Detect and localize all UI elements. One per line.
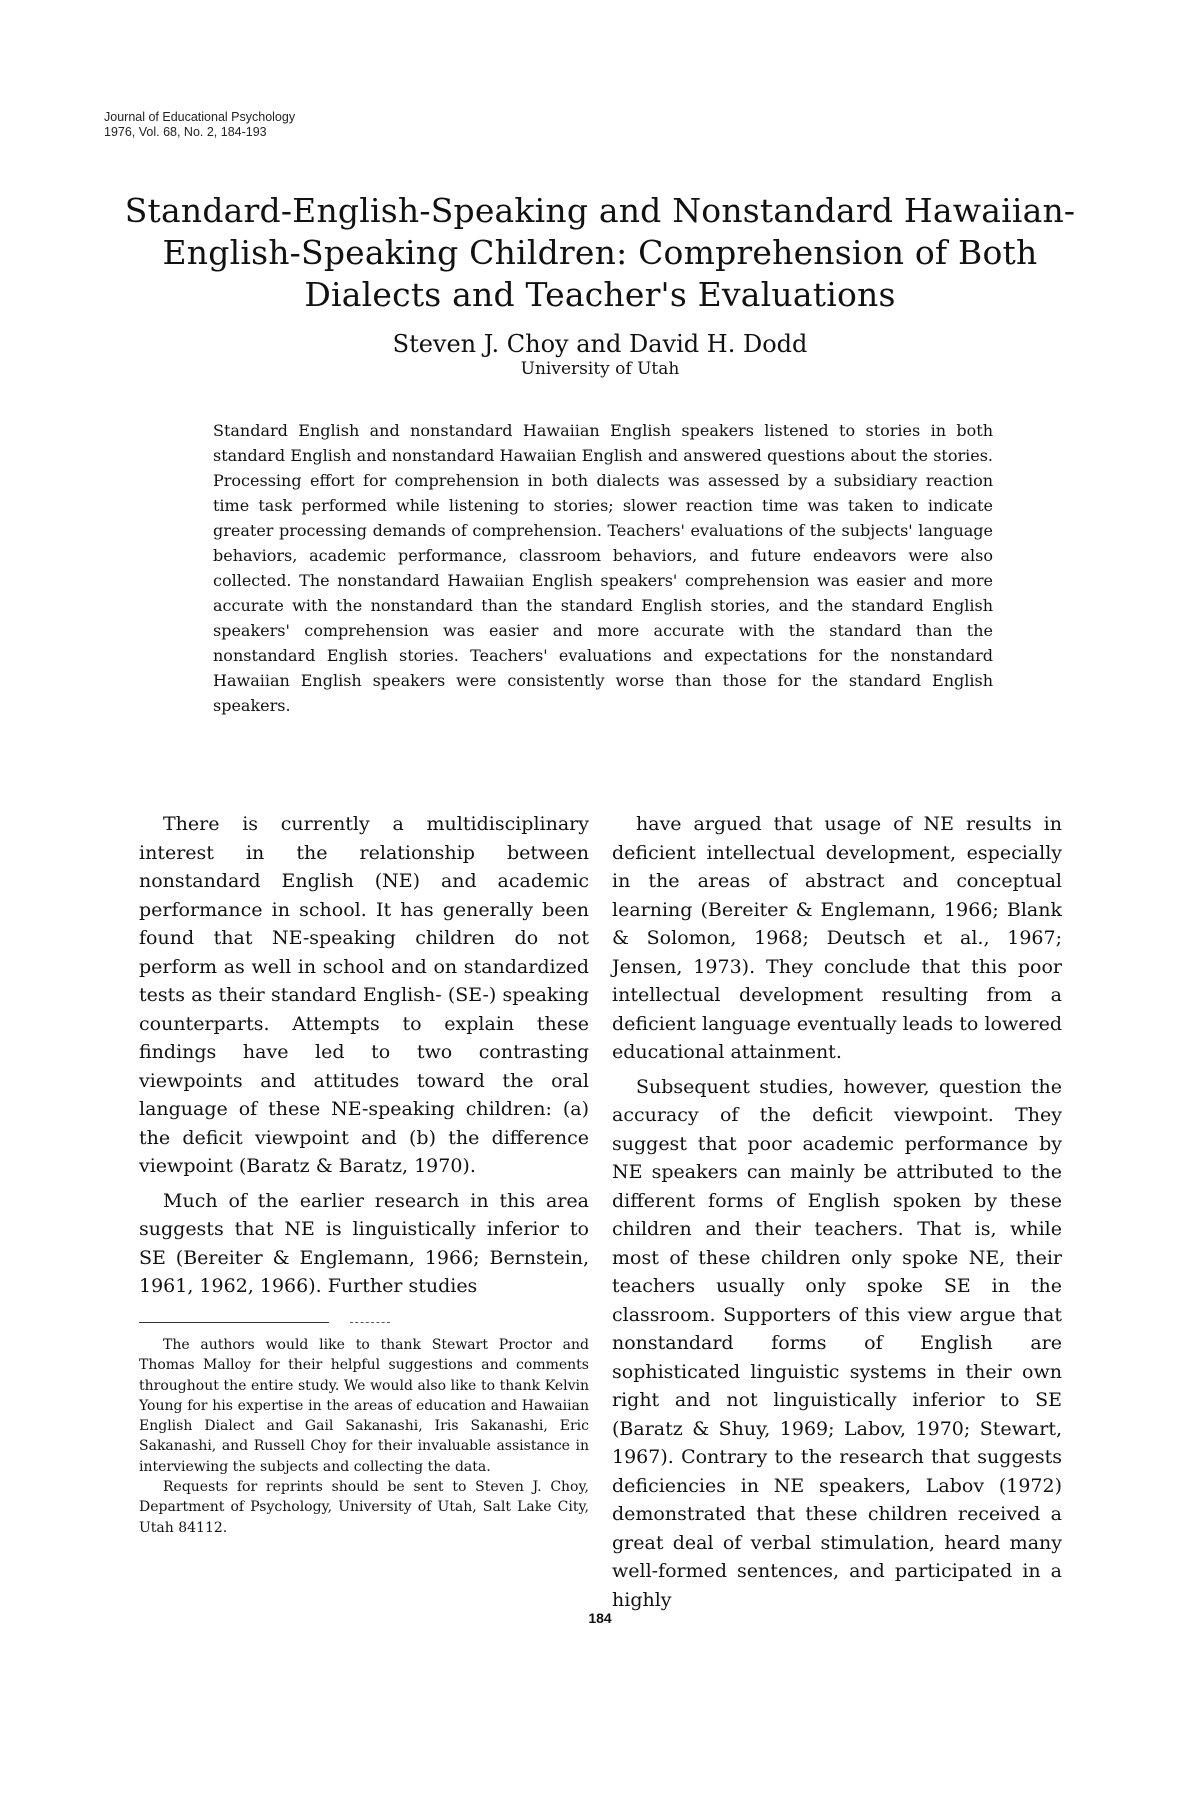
footnotes	[139, 1335, 589, 1538]
body-paragraph: Subsequent studies, however, question the accuracy of the deficit viewpoint. They suggest that poor academic performance by NE speakers can mainly be attributed to the different forms of English spoken by these children and their teachers. That is, while most of these children only spoke NE, their teachers usually only spoke SE in the classroom. Supporters of this view argue that nonstandard forms of English are sophisticated linguistic systems in their own right and not linguistically inferior to SE (Baratz & Shuy, 1969; Labov, 1970; Stewart, 1967). Contrary to the research that suggests deficiencies in NE speakers, Labov (1972) demonstrated that these children received a great deal of verbal stimulation, heard many well-formed sentences, and participated in a highly	[612, 1075, 1062, 1611]
body-column-left	[139, 810, 589, 1301]
article-title: Standard-English-Speaking and Nonstandard Hawaiian-English-Speaking Children: Comprehension of Both Dialects and Teacher's Evaluations	[124, 191, 1076, 314]
page-number: 184	[588, 1610, 612, 1626]
body-column-right	[612, 810, 1062, 1614]
footnote-reprints: Requests for reprints should be sent to Steven J. Choy, Department of Psychology, University of Utah, Salt Lake City, Utah 84112.	[139, 1479, 589, 1536]
abstract: Standard English and nonstandard Hawaiian English speakers listened to stories in both standard English and nonstandard Hawaiian English and answered questions about the stories. Processing effort for comprehension in both dialects was assessed by a subsidiary reaction time task performed while listening to stories; slower reaction time was taken to indicate greater processing demands of comprehension. Teachers' evaluations of the subjects' language behaviors, academic performance, classroom behaviors, and future endeavors were also collected. The nonstandard Hawaiian English speakers' comprehension was easier and more accurate with the nonstandard than the standard English stories, and the standard English speakers' comprehension was easier and more accurate with the standard than the nonstandard English stories. Teachers' evaluations and expectations for the nonstandard Hawaiian English speakers were consistently worse than those for the standard English speakers.	[213, 421, 993, 715]
body-paragraph: Much of the earlier research in this area suggests that NE is linguistically inferior to SE (Bereiter & Englemann, 1966; Bernstein, 1961, 1962, 1966). Further studies	[139, 1189, 589, 1297]
journal-issue: 1976, Vol. 68, No. 2, 184-193	[104, 125, 267, 139]
journal-name: Journal of Educational Psychology	[104, 110, 296, 124]
footnote-acknowledgments: The authors would like to thank Stewart Proctor and Thomas Malloy for their helpful suggestions and comments throughout the entire study. We would also like to thank Kelvin Young for his expertise in the areas of education and Hawaiian English Dialect and Gail Sakanashi, Iris Sakanashi, Eric Sakanashi, and Russell Choy for their invaluable assistance in interviewing the subjects and collecting the data.	[139, 1337, 589, 1475]
footnote-divider-dash	[350, 1322, 390, 1323]
journal-header	[104, 110, 295, 140]
author-affiliation: University of Utah	[520, 359, 680, 379]
body-paragraph: have argued that usage of NE results in deficient intellectual development, especially in the areas of abstract and conceptual learning (Bereiter & Englemann, 1966; Blank & Solomon, 1968; Deutsch et al., 1967; Jensen, 1973). They conclude that this poor intellectual development resulting from a deficient language eventually leads to lowered educational attainment.	[612, 813, 1062, 1063]
body-paragraph: There is currently a multidisciplinary interest in the relationship between nonstandard English (NE) and academic performance in school. It has generally been found that NE-speaking children do not perform as well in school and on standardized tests as their standard English- (SE-) speaking counterparts. Attempts to explain these findings have led to two contrasting viewpoints and attitudes toward the oral language of these NE-speaking children: (a) the deficit viewpoint and (b) the difference viewpoint (Baratz & Baratz, 1970).	[139, 813, 589, 1177]
article-authors: Steven J. Choy and David H. Dodd	[392, 330, 808, 358]
footnote-divider	[139, 1322, 329, 1323]
